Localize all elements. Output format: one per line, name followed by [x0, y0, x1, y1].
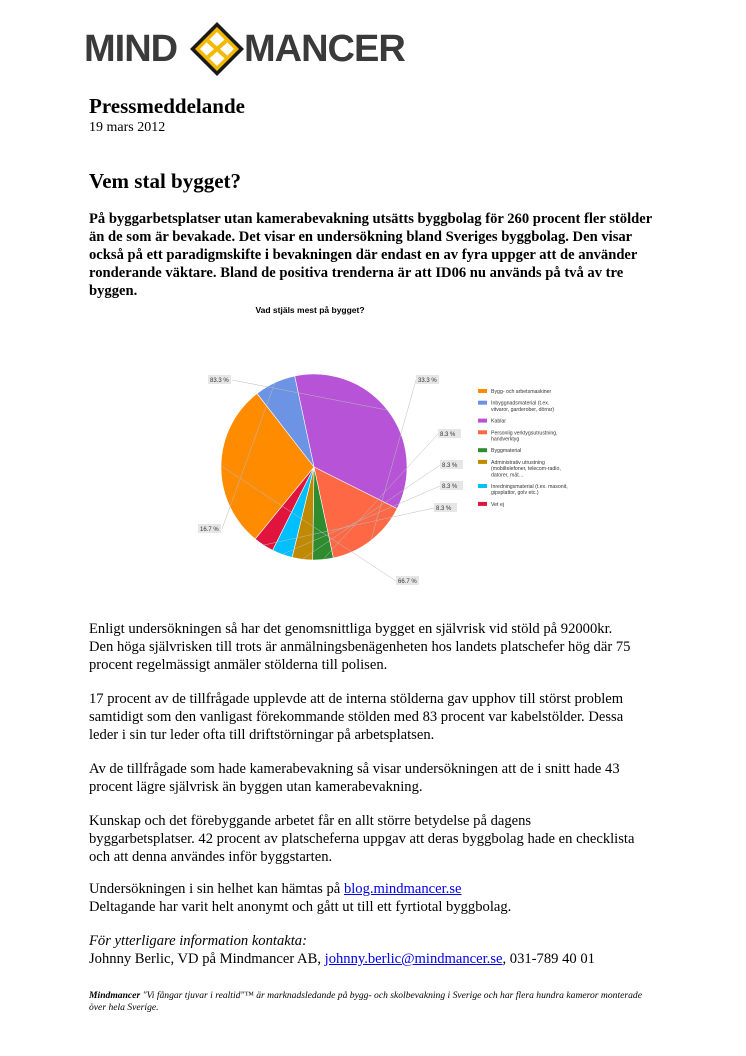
paragraph-download	[89, 880, 679, 916]
pie-value-label: 8.3 %	[442, 463, 458, 469]
pie-value-label: 66.7 %	[398, 579, 417, 585]
text-line: procent lägre självrisk än byggen utan kamerabevakning.	[89, 779, 423, 795]
headline: Vem stal bygget?	[89, 169, 242, 193]
pie-chart	[150, 300, 590, 600]
footer-text: "Vi fångar tjuvar i realtid"™ är marknadsledande på bygg- och skolbevakning i Sverige och har flera hundra kameror monterade över hela Sverige.	[89, 990, 642, 1013]
text-line: Av de tillfrågade som hade kamerabevakning så visar undersökningen att de i snitt hade 43	[89, 761, 620, 777]
legend-swatch	[478, 460, 487, 464]
legend-label: Kablar	[491, 418, 506, 425]
logo-text-left: MIND	[84, 28, 178, 70]
legend-swatch	[478, 419, 487, 423]
legend-swatch	[478, 401, 487, 405]
footer-boilerplate	[89, 990, 649, 1014]
contact-phone: , 031-789 40 01	[502, 951, 595, 967]
pie-value-label: 8.3 %	[436, 506, 452, 512]
email-link[interactable]: johnny.berlic@mindmancer.se	[324, 951, 503, 967]
text-line: 17 procent av de tillfrågade upplevde att de interna stölderna gav upphov till störst problem	[89, 691, 624, 707]
text-line: Kunskap och det förebyggande arbetet får en allt större betydelse på dagens	[89, 813, 532, 829]
legend-label: Byggmaterial	[491, 448, 522, 455]
mindmancer-logo	[84, 20, 404, 76]
document-type-title: Pressmeddelande	[89, 94, 245, 118]
text-line: Den höga självrisken till trots är anmälningsbenägenheten hos landets platschefer hög där 75	[89, 639, 631, 655]
legend-label: Administrativ utrustning (mobiltelefoner, telecom-radio, datorer, mät…	[491, 459, 561, 479]
paragraph-internal-theft	[89, 690, 679, 744]
pie-value-label: 33.3 %	[418, 378, 437, 384]
legend-swatch	[478, 430, 487, 434]
text-line: procent regelmässigt anmäler stölderna till polisen.	[89, 657, 388, 673]
text-line: byggarbetsplatser. 42 procent av platscheferna uppgav att deras byggbolag hade en checklista	[89, 831, 635, 847]
release-date: 19 mars 2012	[89, 120, 166, 135]
legend-label: Bygg- och arbetsmaskiner	[491, 389, 552, 395]
legend-swatch	[478, 502, 487, 506]
pie-value-label: 8.3 %	[442, 484, 458, 490]
legend-label: Inbyggnadsmaterial (t.ex. vitvaror, garderober, dörrar)	[491, 400, 555, 413]
chart-title: Vad stjäls mest på bygget?	[255, 305, 365, 315]
legend-label: Personlig verktygsutrustning, handverktyg	[491, 430, 558, 443]
logo-diamond-icon	[188, 20, 246, 78]
contact-name: Johnny Berlic, VD på Mindmancer AB,	[89, 951, 325, 967]
legend-swatch	[478, 484, 487, 488]
text-line: samtidigt som den vanligast förekommande stölden med 83 procent var kabelstölder. Dessa	[89, 709, 624, 725]
pie-value-label: 8.3 %	[440, 432, 456, 438]
footer-brand: Mindmancer	[89, 990, 141, 1001]
legend-swatch	[478, 389, 487, 393]
text-line: och att denna användes inför byggstarten.	[89, 849, 333, 865]
pie-value-label: 83.3 %	[210, 378, 229, 384]
pie-value-label: 16.7 %	[200, 527, 219, 533]
blog-link[interactable]: blog.mindmancer.se	[343, 881, 462, 897]
legend-swatch	[478, 448, 487, 452]
contact-block	[89, 932, 679, 968]
paragraph-camera-surveillance	[89, 760, 679, 796]
text-line: leder i sin tur leder ofta till driftstörningar på arbetsplatsen.	[89, 727, 435, 743]
contact-intro: För ytterligare information kontakta:	[89, 933, 307, 949]
download-text: Undersökningen i sin helhet kan hämtas på	[89, 881, 344, 897]
chart-legend	[478, 389, 568, 508]
paragraph-prevention	[89, 812, 679, 866]
legend-label: Inredningsmaterial (t.ex. masonit, gipsplattor, golv etc.)	[491, 484, 568, 497]
text-line: Enligt undersökningen så har det genomsnittliga bygget en självrisk vid stöld på 92000kr.	[89, 621, 613, 637]
text-line: Deltagande har varit helt anonymt och gått ut till ett fyrtiotal byggbolag.	[89, 899, 512, 915]
contact-line	[89, 950, 679, 968]
pie-slices	[221, 374, 407, 560]
logo-text-right: MANCER	[244, 28, 405, 70]
paragraph-self-risk	[89, 620, 679, 674]
legend-label: Vet ej	[491, 501, 504, 508]
lead-paragraph: På byggarbetsplatser utan kamerabevakning utsätts byggbolag för 260 procent fler stölder än de som är bevakade. Det visar en undersökning bland Sveriges byggbolag. Den visar också på ett paradigmskifte i bevakningen där endast en av fyra uppger att de använder ronderande väktare. Bland de positiva trenderna är att ID06 nu används på två av tre byggen.	[89, 211, 652, 299]
download-line	[89, 880, 679, 898]
